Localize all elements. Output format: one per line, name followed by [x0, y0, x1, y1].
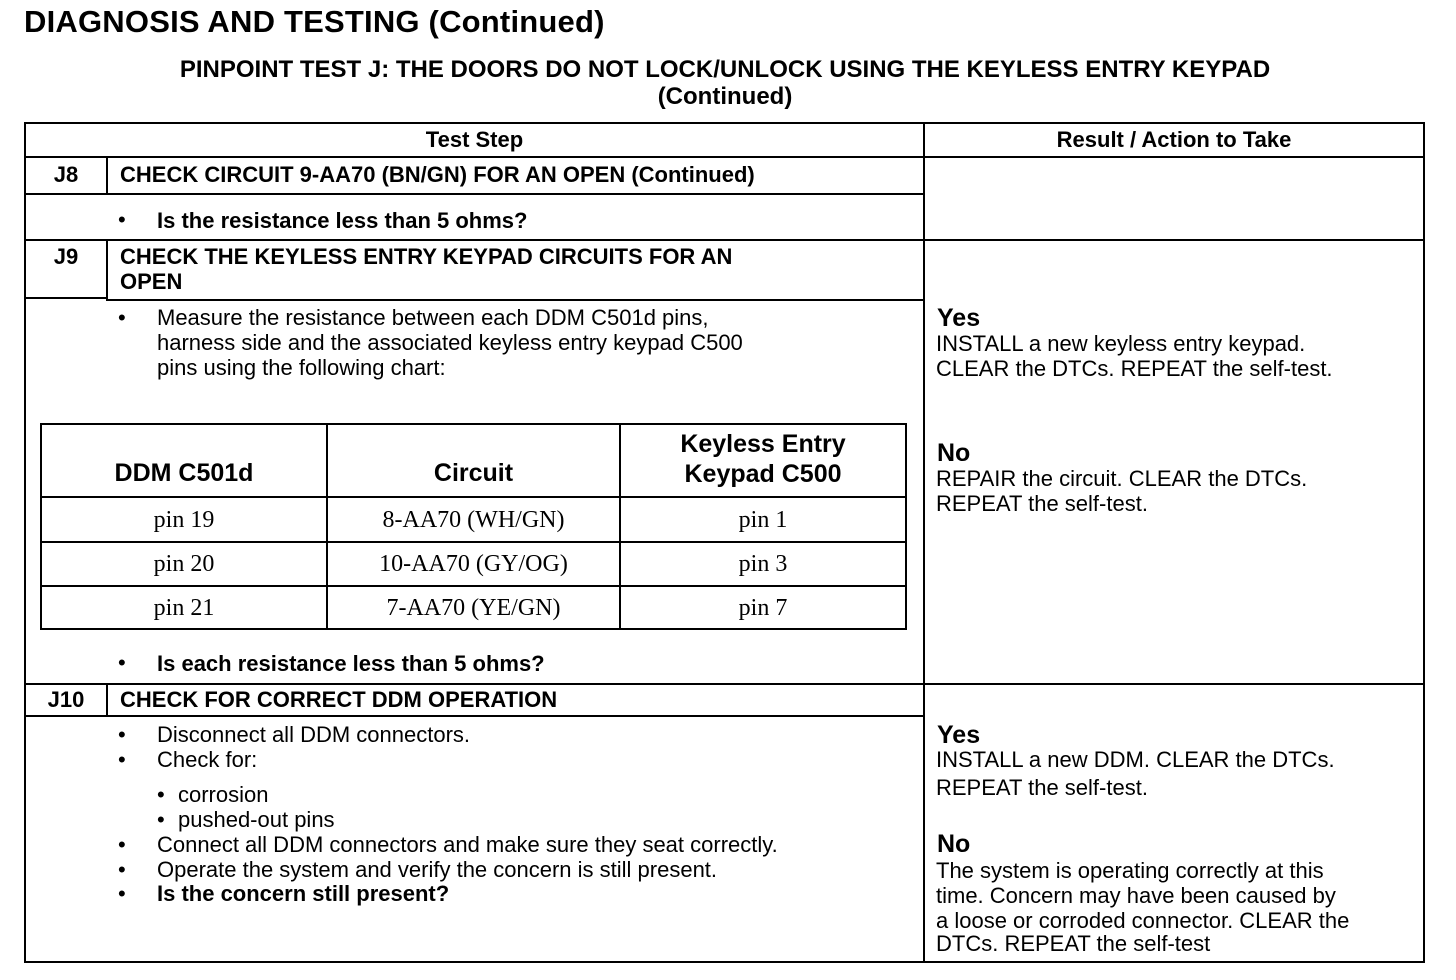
bullet: • — [118, 650, 126, 675]
step-question-j10: Is the concern still present? — [157, 881, 450, 906]
result-yes-label-j10: Yes — [937, 721, 981, 749]
step-instruction-j9-line3: pins using the following chart: — [157, 355, 446, 380]
step-instruction-j9-line2: harness side and the associated keyless entry keypad C500 — [157, 330, 743, 355]
chart-cell-keypad: pin 3 — [738, 551, 788, 577]
step-question-j8: Is the resistance less than 5 ohms? — [157, 208, 528, 233]
result-yes-text-j10-line2: REPEAT the self-test. — [936, 775, 1148, 800]
chart-header-keypad-line1: Keyless Entry — [680, 430, 846, 458]
step-title-j10: CHECK FOR CORRECT DDM OPERATION — [120, 687, 558, 712]
check-item-corrosion: corrosion — [178, 782, 269, 807]
pinpoint-test-title: PINPOINT TEST J: THE DOORS DO NOT LOCK/UNLOCK USING THE KEYLESS ENTRY KEYPAD — [179, 56, 1271, 83]
result-no-text-j9-line1: REPAIR the circuit. CLEAR the DTCs. — [936, 466, 1308, 491]
chart-header-keypad-line2: Keypad C500 — [684, 460, 842, 488]
chart-header-circuit: Circuit — [433, 459, 514, 487]
chart-cell-circuit: 7-AA70 (YE/GN) — [386, 595, 561, 621]
chart-cell-circuit: 8-AA70 (WH/GN) — [382, 507, 565, 533]
chart-cell-ddm: pin 21 — [153, 595, 215, 621]
column-header-result: Result / Action to Take — [1056, 127, 1292, 152]
result-yes-text-j9-line1: INSTALL a new keyless entry keypad. — [936, 331, 1306, 356]
step-title-j9-line2: OPEN — [120, 269, 183, 294]
sub-bullet: • — [157, 782, 165, 807]
chart-header-ddm: DDM C501d — [114, 459, 254, 487]
chart-cell-ddm: pin 19 — [153, 507, 215, 533]
chart-cell-keypad: pin 7 — [738, 595, 788, 621]
step-instruction-j10-1: Disconnect all DDM connectors. — [157, 722, 471, 747]
bullet: • — [118, 305, 126, 330]
step-id-j9: J9 — [53, 244, 79, 269]
bullet: • — [118, 207, 126, 232]
step-title-j9-line1: CHECK THE KEYLESS ENTRY KEYPAD CIRCUITS FOR AN — [120, 244, 733, 269]
column-header-test-step: Test Step — [425, 127, 524, 152]
chart-cell-ddm: pin 20 — [153, 551, 215, 577]
bullet: • — [118, 857, 126, 882]
result-no-text-j10-line3: a loose or corroded connector. CLEAR the — [936, 908, 1350, 933]
result-no-text-j9-line2: REPEAT the self-test. — [936, 491, 1148, 516]
result-no-text-j10-line1: The system is operating correctly at this — [936, 858, 1324, 883]
sub-bullet: • — [157, 807, 165, 832]
result-yes-label-j9: Yes — [937, 304, 981, 332]
result-no-text-j10-line2: time. Concern may have been caused by — [936, 883, 1336, 908]
step-instruction-j10-3: Connect all DDM connectors and make sure they seat correctly. — [157, 832, 778, 857]
result-no-label-j10: No — [937, 830, 971, 858]
result-no-label-j9: No — [937, 439, 971, 467]
result-no-text-j10-line4: DTCs. REPEAT the self-test — [936, 931, 1211, 956]
result-yes-text-j10-line1: INSTALL a new DDM. CLEAR the DTCs. — [936, 747, 1335, 772]
bullet: • — [118, 747, 126, 772]
step-instruction-j9-line1: Measure the resistance between each DDM C501d pins, — [157, 305, 709, 330]
step-instruction-j10-4: Operate the system and verify the concern is still present. — [157, 857, 718, 882]
page-title: DIAGNOSIS AND TESTING (Continued) — [24, 4, 605, 39]
chart-cell-circuit: 10-AA70 (GY/OG) — [379, 551, 568, 577]
bullet: • — [118, 832, 126, 857]
check-item-pushed-out-pins: pushed-out pins — [178, 807, 335, 832]
step-id-j10: J10 — [47, 687, 85, 712]
step-id-j8: J8 — [53, 162, 79, 187]
step-instruction-j10-2: Check for: — [157, 747, 258, 772]
step-title-j8: CHECK CIRCUIT 9-AA70 (BN/GN) FOR AN OPEN (Continued) — [120, 162, 755, 187]
bullet: • — [118, 722, 126, 747]
result-yes-text-j9-line2: CLEAR the DTCs. REPEAT the self-test. — [936, 356, 1333, 381]
bullet: • — [118, 881, 126, 906]
chart-cell-keypad: pin 1 — [738, 507, 788, 533]
pinpoint-test-continued: (Continued) — [657, 83, 793, 110]
step-question-j9: Is each resistance less than 5 ohms? — [157, 651, 545, 676]
